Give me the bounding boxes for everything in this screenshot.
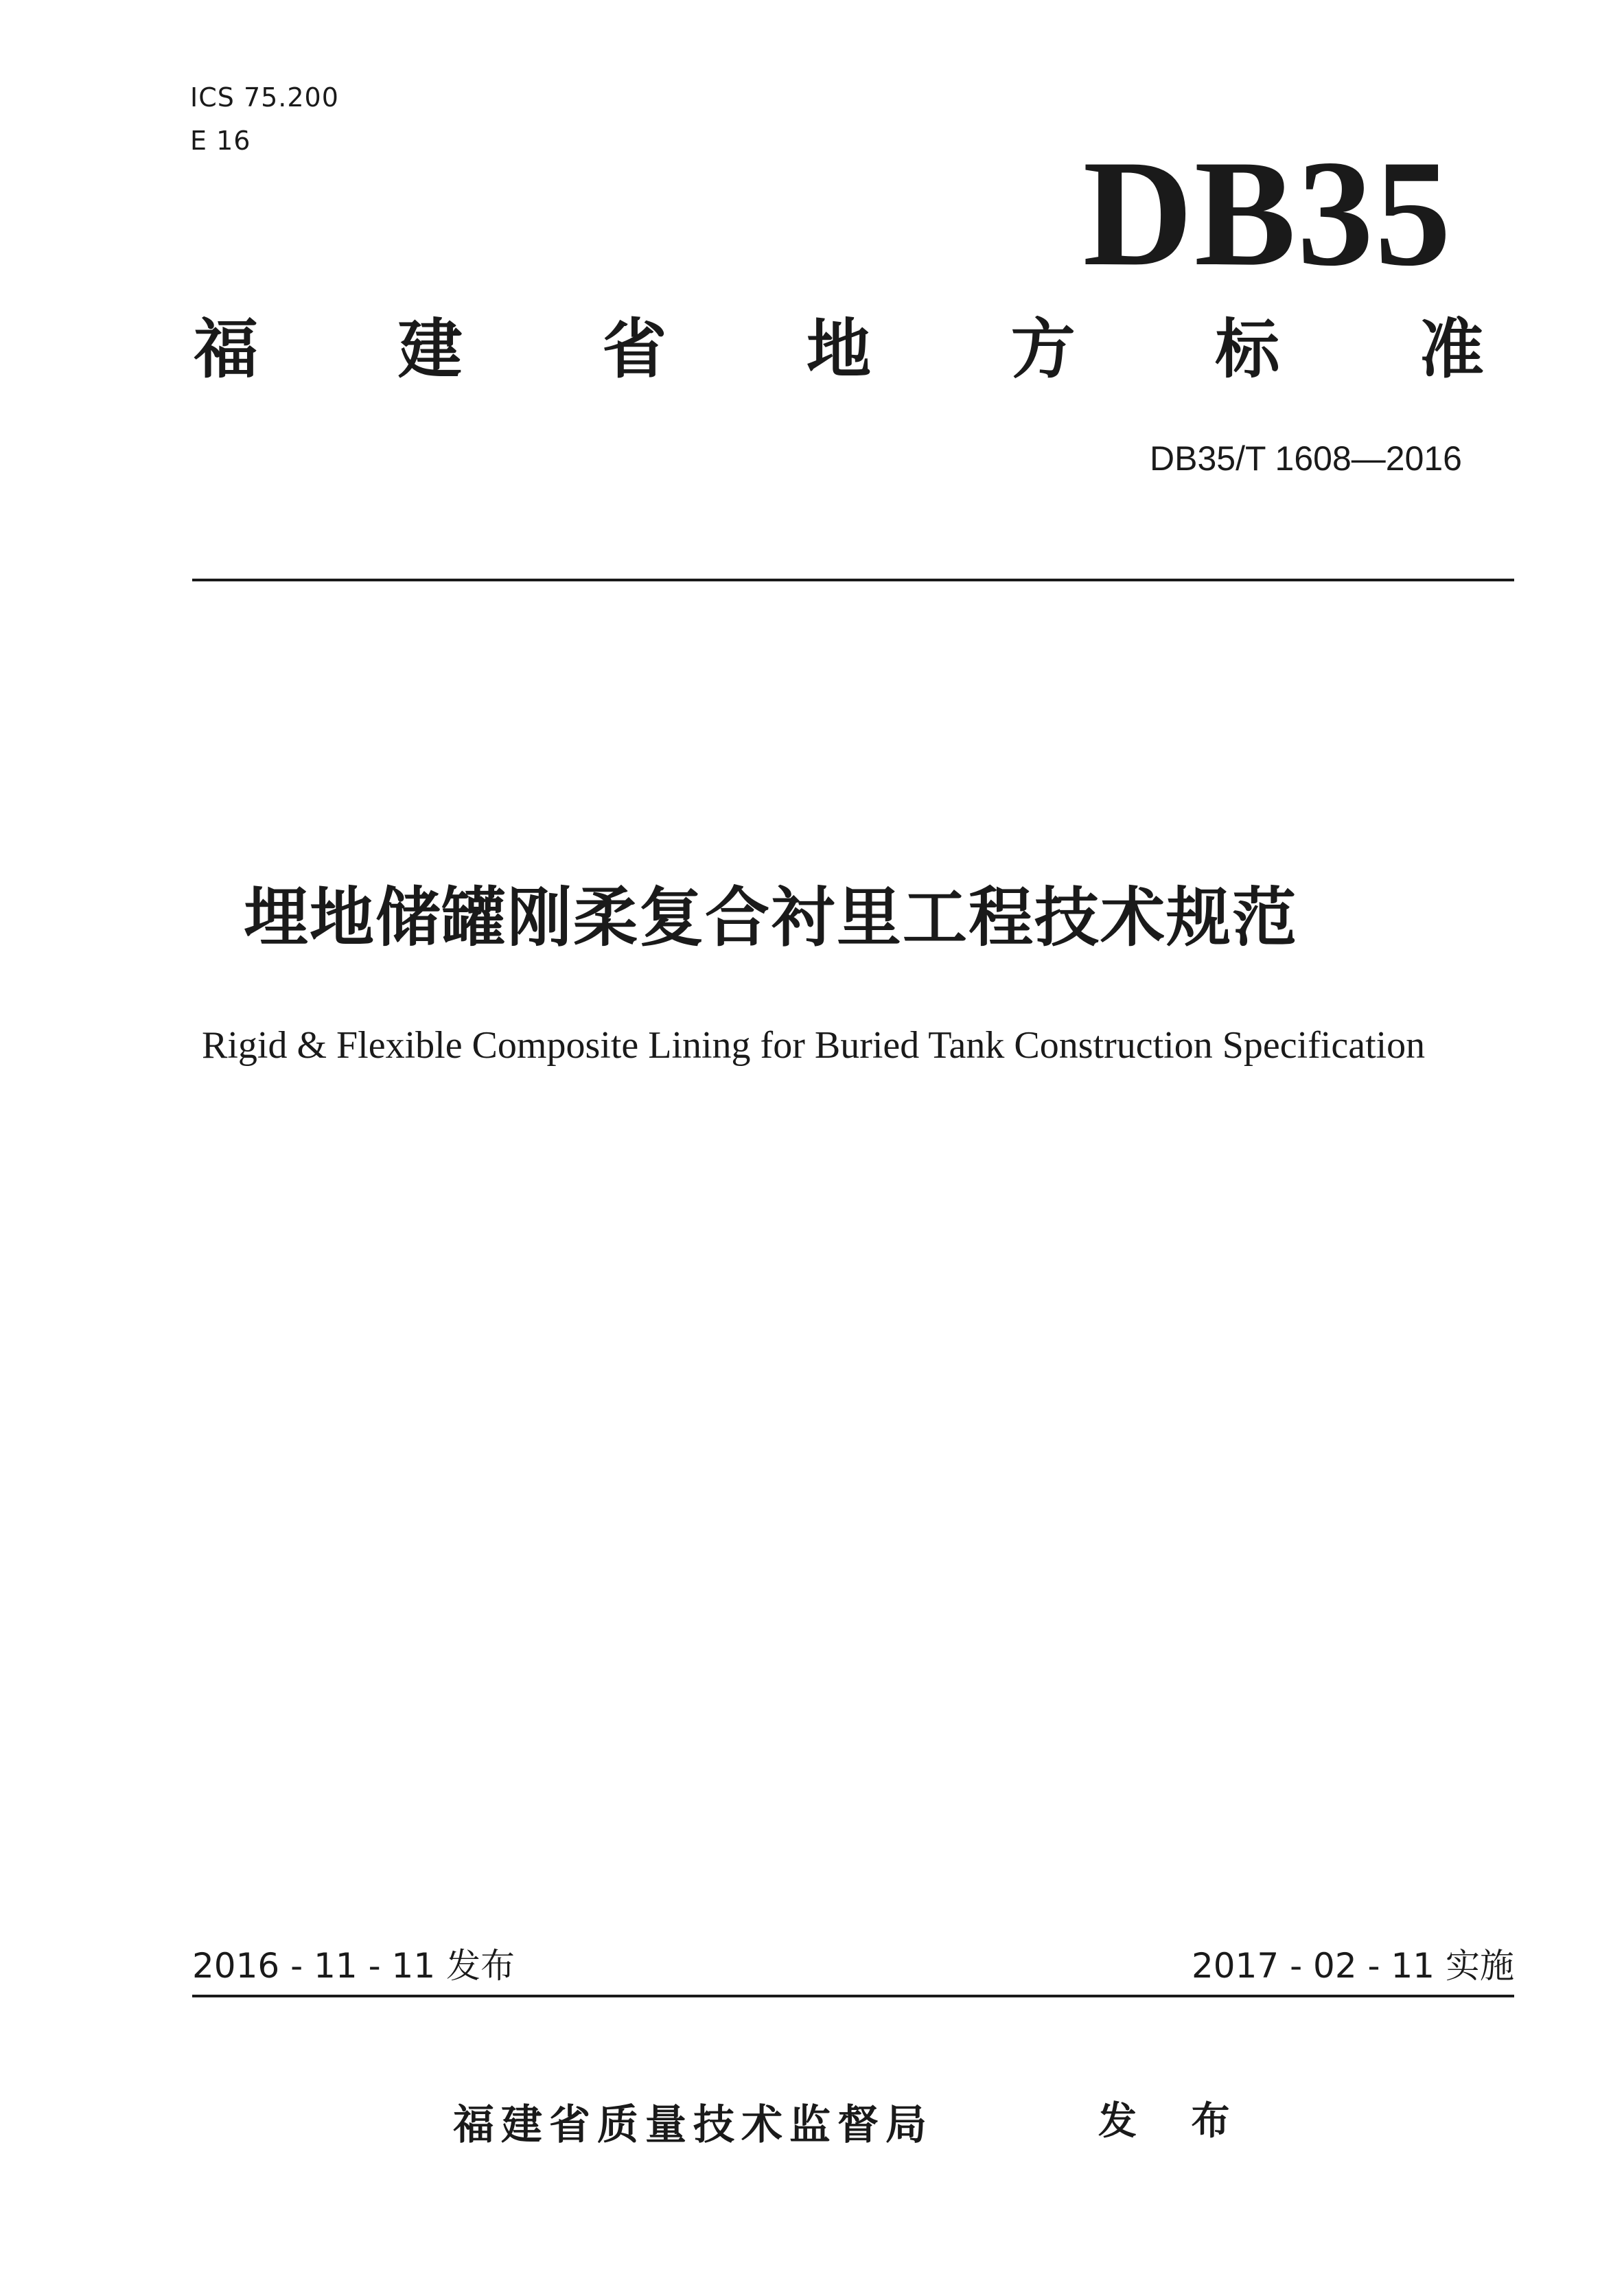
publisher-name: 福建省质量技术监督局: [453, 2101, 933, 2149]
standard-type-char: 省: [602, 312, 667, 387]
standard-type-char: 建: [397, 312, 463, 387]
publish-label: 发 布: [1098, 2099, 1251, 2144]
footer-divider: [192, 1995, 1514, 1997]
issue-date: 2016 - 11 - 11 发布: [192, 1946, 515, 1986]
document-title-chinese: 埋地储罐刚柔复合衬里工程技术规范: [244, 881, 1299, 955]
standard-type-char: 福: [194, 312, 259, 387]
effective-date: 2017 - 02 - 11 实施: [1191, 1946, 1514, 1986]
date-row: [192, 1944, 1514, 1988]
standard-type-heading: [194, 312, 1484, 388]
standard-type-char: 标: [1215, 312, 1280, 387]
document-title-english: Rigid & Flexible Composite Lining for Buried Tank Construction Specification: [202, 1024, 1426, 1067]
standard-code-logo: DB35: [1082, 129, 1452, 298]
ccs-code: E 16: [190, 126, 251, 156]
ics-code: ICS 75.200: [190, 82, 339, 113]
standard-type-char: 准: [1419, 312, 1484, 387]
standard-type-char: 方: [1010, 312, 1076, 387]
standard-number: DB35/T 1608—2016: [1150, 439, 1462, 478]
standard-type-char: 地: [806, 312, 871, 387]
header-divider: [192, 579, 1514, 581]
